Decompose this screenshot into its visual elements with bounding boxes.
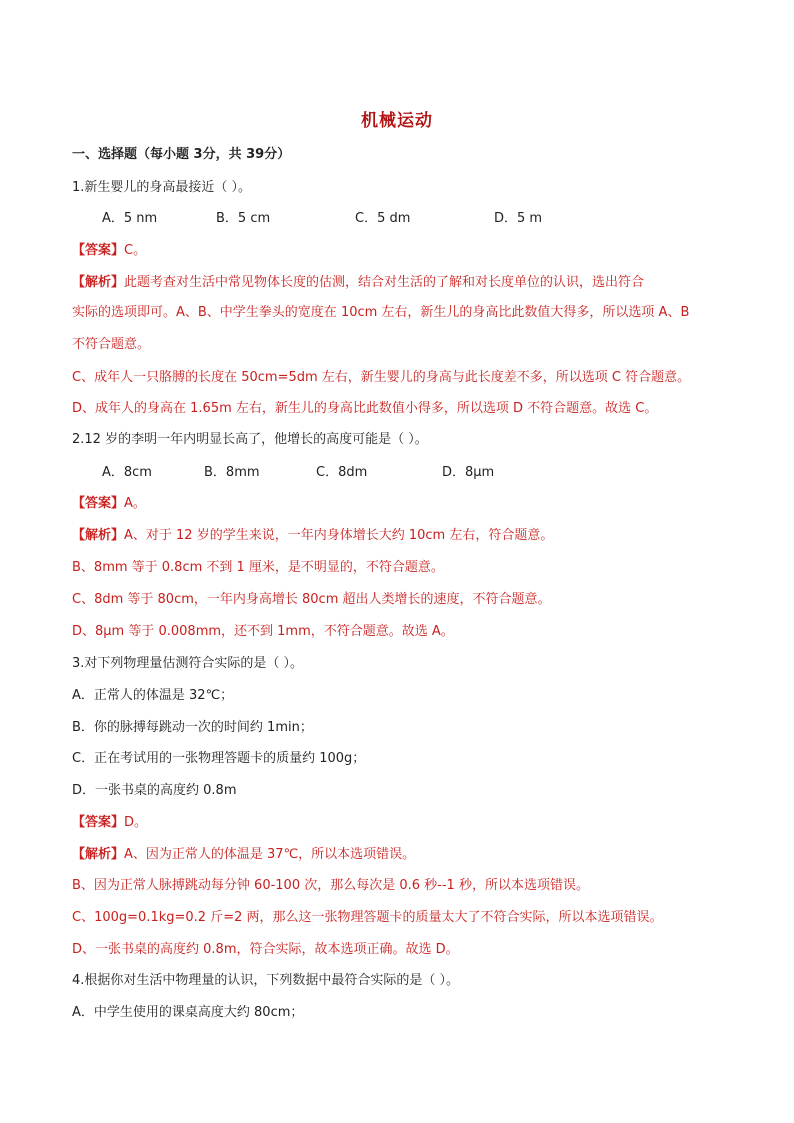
explanation-text: 此题考查对生活中常见物体长度的估测，结合对生活的了解和对长度单位的认识，选出符合 — [124, 275, 645, 290]
answer-value: A。 — [124, 496, 146, 511]
question-3-stem: 3.对下列物理量估测符合实际的是（ ）。 — [72, 656, 304, 671]
question-4-stem: 4.根据你对生活中物理量的认识，下列数据中最符合实际的是（ ）。 — [72, 973, 460, 988]
question-3-answer — [72, 815, 732, 831]
section-heading: 一、选择题（每小题 3分，共 39分） — [72, 147, 291, 162]
question-1-answer — [72, 243, 732, 259]
q1-option-a: A．5 nm — [102, 211, 158, 226]
answer-value: C。 — [124, 243, 147, 258]
question-1-explanation-line — [72, 275, 732, 291]
explanation-tag: 【解析】 — [72, 528, 125, 543]
explanation-tag: 【解析】 — [72, 275, 125, 290]
question-1-explanation-line: D、成年人的身高在 1.65m 左右，新生儿的身高比此数值小得多，所以选项 D 不符合题意。故选 C。 — [72, 401, 658, 416]
explanation-text: A、因为正常人的体温是 37℃，所以本选项错误。 — [124, 847, 416, 862]
question-3-explanation-line: B、因为正常人脉搏跳动每分钟 60-100 次，那么每次是 0.6 秒--1 秒，所以本选项错误。 — [72, 878, 589, 893]
q4-option-a: A．中学生使用的课桌高度大约 80cm； — [72, 1005, 304, 1020]
question-1-stem: 1.新生婴儿的身高最接近（ ）。 — [72, 180, 252, 195]
q2-option-a: A．8cm — [102, 465, 152, 480]
question-2-explanation-line: B、8mm 等于 0.8cm 不到 1 厘米，是不明显的，不符合题意。 — [72, 560, 444, 575]
question-3-explanation-line: D、一张书桌的高度约 0.8m，符合实际，故本选项正确。故选 D。 — [72, 942, 459, 957]
answer-tag: 【答案】 — [72, 243, 125, 258]
explanation-text: A、对于 12 岁的学生来说，一年内身体增长大约 10cm 左右，符合题意。 — [124, 528, 554, 543]
q1-option-d: D．5 m — [494, 211, 543, 226]
question-3-explanation-line: C、100g=0.1kg=0.2 斤=2 两，那么这一张物理答题卡的质量太大了不符合实际，所以本选项错误。 — [72, 910, 663, 925]
q3-option-b: B．你的脉搏每跳动一次的时间约 1min； — [72, 720, 313, 735]
page-title: 机械运动 — [361, 111, 433, 131]
q3-option-a: A．正常人的体温是 32℃； — [72, 688, 234, 703]
q2-option-c: C．8dm — [316, 465, 368, 480]
answer-value: D。 — [124, 815, 148, 830]
q1-option-c: C．5 dm — [355, 211, 411, 226]
q3-option-d: D．一张书桌的高度约 0.8m — [72, 783, 237, 798]
answer-tag: 【答案】 — [72, 815, 125, 830]
explanation-tag: 【解析】 — [72, 847, 125, 862]
question-2-stem: 2.12 岁的李明一年内明显长高了，他增长的高度可能是（ ）。 — [72, 432, 428, 447]
q3-option-c: C．正在考试用的一张物理答题卡的质量约 100g； — [72, 751, 366, 766]
q1-option-b: B．5 cm — [216, 211, 271, 226]
q2-option-d: D．8μm — [442, 465, 495, 480]
question-2-explanation-line: C、8dm 等于 80cm，一年内身高增长 80cm 超出人类增长的速度，不符合题意。 — [72, 592, 551, 607]
question-2-answer — [72, 496, 732, 512]
answer-tag: 【答案】 — [72, 496, 125, 511]
question-1-explanation-line: 实际的选项即可。A、B、中学生拳头的宽度在 10cm 左右，新生儿的身高比此数值大得多，所以选项 A、B — [72, 305, 690, 320]
question-1-explanation-line: 不符合题意。 — [72, 337, 151, 352]
question-3-explanation-line — [72, 847, 732, 863]
question-1-explanation-line: C、成年人一只胳膊的长度在 50cm=5dm 左右，新生婴儿的身高与此长度差不多，所以选项 C 符合题意。 — [72, 370, 691, 385]
question-2-explanation-line — [72, 528, 732, 544]
question-2-explanation-line: D、8μm 等于 0.008mm，还不到 1mm，不符合题意。故选 A。 — [72, 624, 454, 639]
q2-option-b: B．8mm — [204, 465, 260, 480]
